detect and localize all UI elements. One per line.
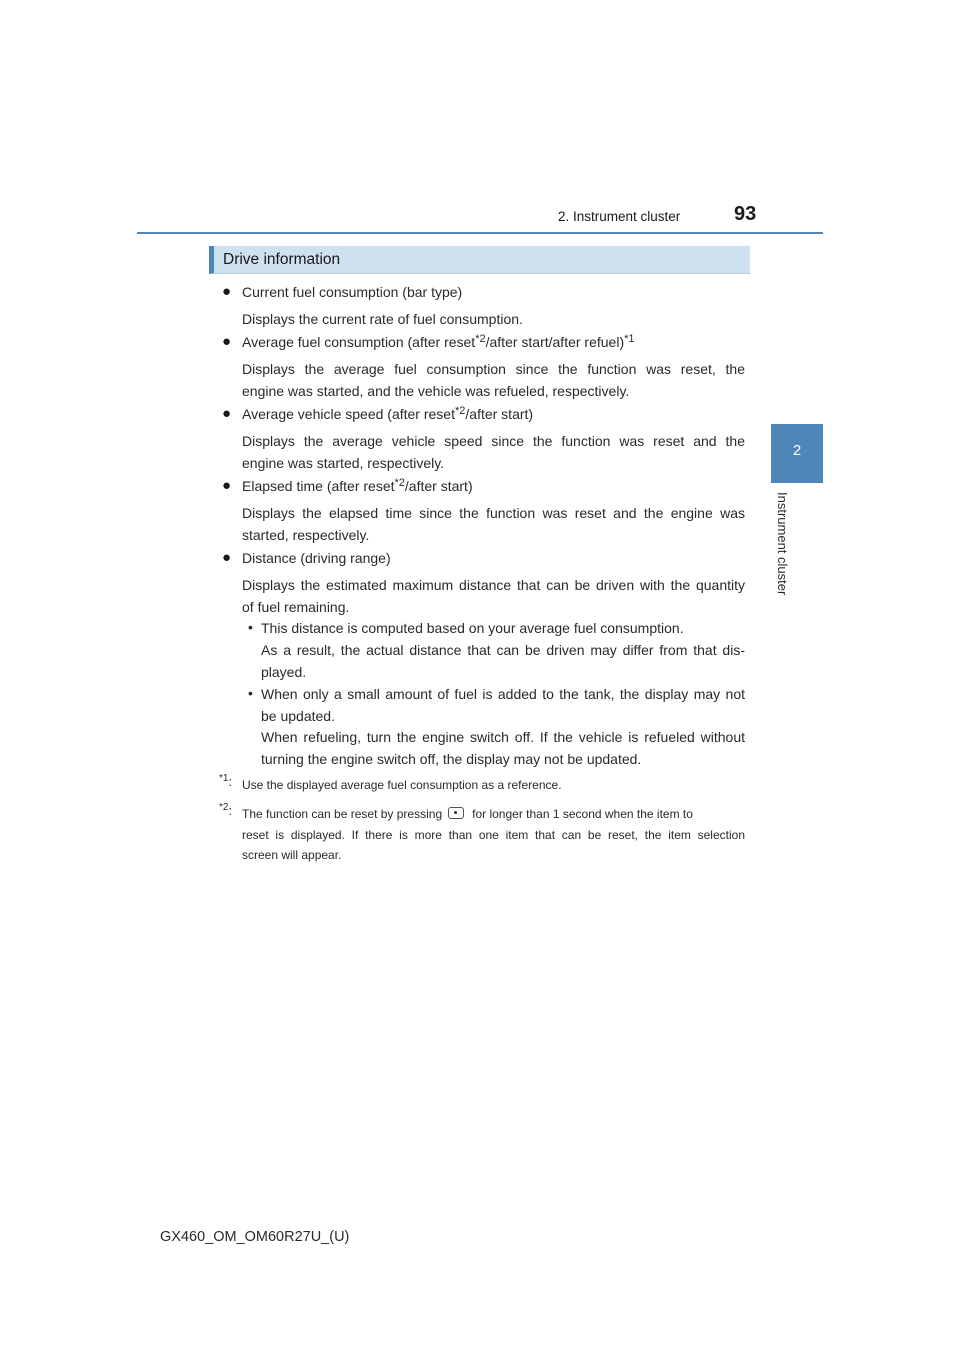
document-code: GX460_OM_OM60R27U_(U): [160, 1229, 350, 1245]
footnote-text: Use the displayed average fuel consumption as a reference.: [242, 778, 562, 792]
footnote-ref: *2: [454, 405, 466, 417]
item-title-text: /after start/after refuel): [485, 334, 625, 350]
chapter-label: Instrument cluster: [775, 492, 790, 596]
item-desc-line: Displays the estimated maximum distance that can be driven with the quantity: [242, 577, 745, 593]
item-title-text: Elapsed time (after reset: [242, 478, 395, 494]
item-title: [242, 477, 745, 495]
subpoint-bullet-icon: •: [248, 619, 253, 635]
item-title: Current fuel consumption (bar type): [242, 284, 463, 300]
bullet-icon: ●: [222, 333, 232, 350]
footnote-ref: *1: [624, 333, 635, 345]
ok-button-icon: [448, 807, 464, 819]
footnote-mark: $^{*1}$:: [219, 773, 233, 789]
footnote-text: screen will appear.: [242, 848, 342, 862]
page-number: 93: [734, 203, 757, 225]
footnote-mark: $^{*2}$:: [219, 802, 233, 818]
bullet-icon: ●: [222, 549, 232, 566]
item-title: Distance (driving range): [242, 550, 391, 566]
subpoint-line: This distance is computed based on your average fuel consumption.: [261, 620, 684, 636]
footnote-text-part: for longer than 1 second when the item to: [472, 807, 693, 821]
bullet-icon: ●: [222, 477, 232, 494]
subpoint-line: When only a small amount of fuel is added to the tank, the display may not: [261, 686, 745, 702]
item-title-text: Average vehicle speed (after reset: [242, 406, 455, 422]
header-rule: [137, 232, 823, 234]
item-desc-line: Displays the average vehicle speed since the function was reset and the: [242, 433, 745, 449]
item-desc-line: engine was started, and the vehicle was refueled, respectively.: [242, 383, 630, 399]
item-desc-line: started, respectively.: [242, 527, 370, 543]
bullet-icon: ●: [222, 405, 232, 422]
subpoint-bullet-icon: •: [248, 685, 253, 701]
item-title-text: /after start): [404, 478, 473, 494]
running-header-section: 2. Instrument cluster: [558, 209, 681, 224]
bullet-icon: ●: [222, 283, 232, 300]
chapter-tab: [771, 424, 823, 483]
item-desc-line: Displays the current rate of fuel consumption.: [242, 311, 523, 327]
subpoint-line: be updated.: [261, 708, 335, 724]
subpoint-line: played.: [261, 664, 307, 680]
item-title-text: /after start): [465, 406, 534, 422]
item-title: [242, 405, 745, 423]
item-desc-line: of fuel remaining.: [242, 599, 350, 615]
footnote-text-part: The function can be reset by pressing: [242, 807, 443, 821]
item-desc-line: Displays the average fuel consumption since the function was reset, the: [242, 361, 745, 377]
footnote-mark-text: *2: [219, 802, 229, 813]
item-title: [242, 333, 745, 351]
footnote-ref: *2: [394, 477, 405, 489]
subpoint-line: As a result, the actual distance that can be driven may differ from that dis-: [261, 642, 745, 658]
section-heading-bar: [209, 246, 750, 274]
footnote-mark-text: *1: [219, 773, 229, 784]
chapter-number: 2: [792, 442, 802, 459]
item-title-text: Average fuel consumption (after reset: [242, 334, 476, 350]
footnote-text: reset is displayed. If there is more than one item that can be reset, the item selection: [242, 828, 745, 842]
subpoint-line: turning the engine switch off, the display may not be updated.: [261, 751, 642, 767]
subpoint-line: When refueling, turn the engine switch off. If the vehicle is refueled without: [261, 729, 745, 745]
item-desc-line: engine was started, respectively.: [242, 455, 445, 471]
item-desc-line: Displays the elapsed time since the function was reset and the engine was: [242, 505, 745, 521]
footnote-ref: *2: [475, 333, 486, 345]
section-title: Drive information: [223, 251, 341, 268]
footnote-text: [242, 804, 745, 824]
